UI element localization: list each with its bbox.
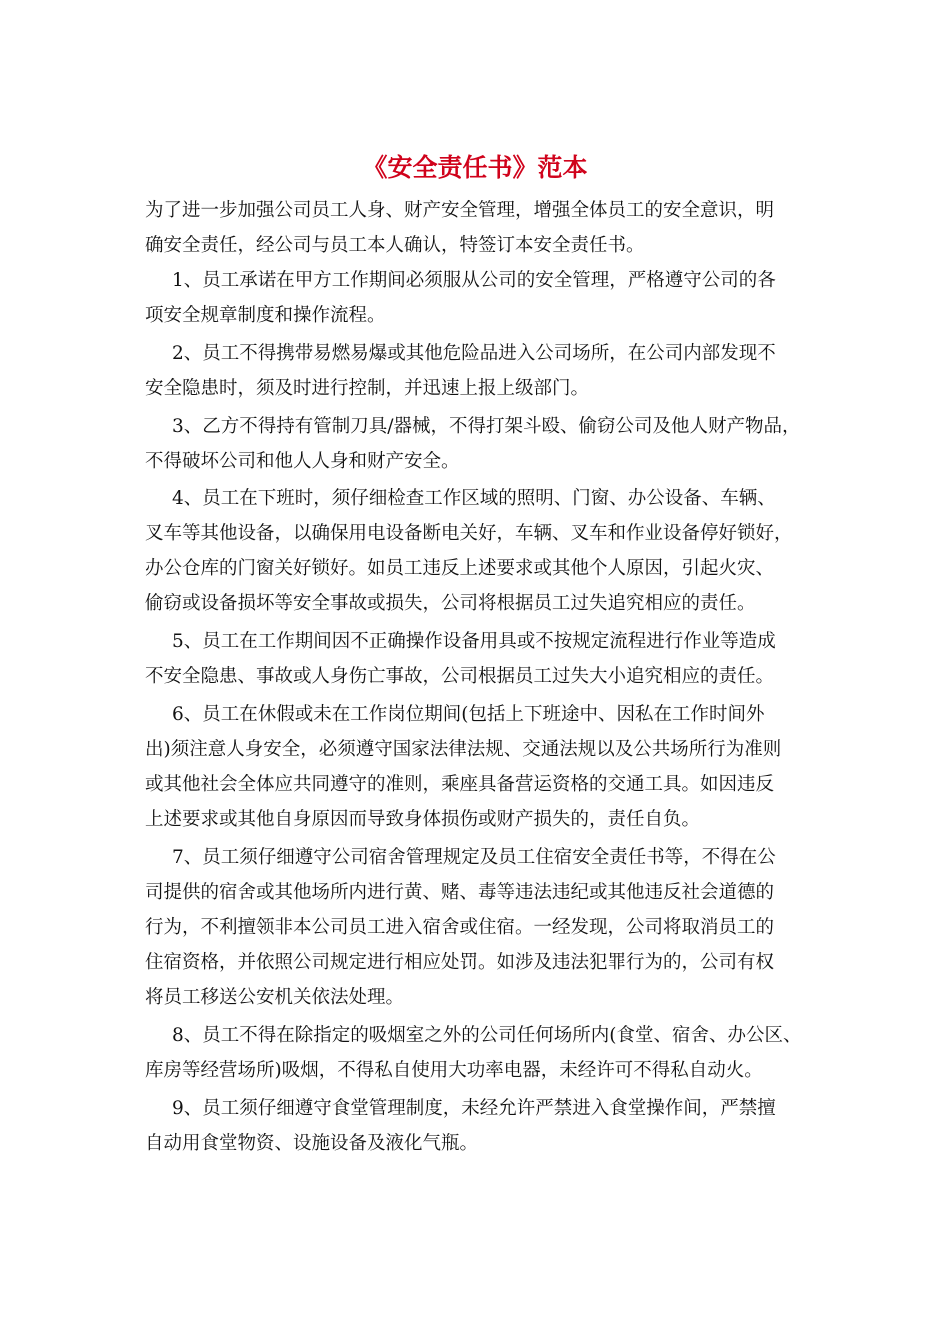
clause-4-line: 办公仓库的门窗关好锁好。如员工违反上述要求或其他个人原因，引起火灾、 [145, 558, 775, 579]
clause-1-line: 项安全规章制度和操作流程。 [145, 305, 386, 326]
clause-7-line: 住宿资格，并依照公司规定进行相应处罚。如涉及违法犯罪行为的，公司有权 [145, 952, 775, 973]
clause-1-line: 1、员工承诺在甲方工作期间必须服从公司的安全管理，严格遵守公司的各 [172, 270, 776, 291]
clause-4-line: 叉车等其他设备，以确保用电设备断电关好，车辆、叉车和作业设备停好锁好， [145, 523, 793, 544]
clause-7-line: 将员工移送公安机关依法处理。 [145, 987, 405, 1008]
clause-7-line: 司提供的宿舍或其他场所内进行黄、赌、毒等违法违纪或其他违反社会道德的 [145, 882, 775, 903]
clause-9-line: 9、员工须仔细遵守食堂管理制度，未经允许严禁进入食堂操作间，严禁擅 [172, 1098, 776, 1119]
clause-9-line: 自动用食堂物资、设施设备及液化气瓶。 [145, 1133, 479, 1154]
clause-4-line: 4、员工在下班时，须仔细检查工作区域的照明、门窗、办公设备、车辆、 [172, 488, 776, 509]
clause-3-line: 不得破坏公司和他人人身和财产安全。 [145, 451, 460, 472]
clause-4-line: 偷窃或设备损坏等安全事故或损失，公司将根据员工过失追究相应的责任。 [145, 593, 756, 614]
clause-6-line: 6、员工在休假或未在工作岗位期间(包括上下班途中、因私在工作时间外 [172, 704, 765, 725]
clause-3-line: 3、乙方不得持有管制刀具/器械，不得打架斗殴、偷窃公司及他人财产物品， [172, 416, 801, 437]
intro-line: 为了进一步加强公司员工人身、财产安全管理，增强全体员工的安全意识，明 [145, 200, 775, 221]
clause-6-line: 上述要求或其他自身原因而导致身体损伤或财产损失的，责任自负。 [145, 809, 701, 830]
clause-7-line: 7、员工须仔细遵守公司宿舍管理规定及员工住宿安全责任书等，不得在公 [172, 847, 776, 868]
clause-5-line: 不安全隐患、事故或人身伤亡事故，公司根据员工过失大小追究相应的责任。 [145, 666, 775, 687]
intro-line: 确安全责任，经公司与员工本人确认，特签订本安全责任书。 [145, 235, 645, 256]
clause-5-line: 5、员工在工作期间因不正确操作设备用具或不按规定流程进行作业等造成 [172, 631, 776, 652]
clause-6-line: 出)须注意人身安全，必须遵守国家法律法规、交通法规以及公共场所行为准则 [145, 739, 782, 760]
clause-2-line: 安全隐患时，须及时进行控制，并迅速上报上级部门。 [145, 378, 590, 399]
clause-8-line: 8、员工不得在除指定的吸烟室之外的公司任何场所内(食堂、宿舍、办公区、 [172, 1025, 802, 1046]
clause-7-line: 行为，不利擅领非本公司员工进入宿舍或住宿。一经发现，公司将取消员工的 [145, 917, 775, 938]
clause-8-line: 库房等经营场所)吸烟，不得私自使用大功率电器，未经许可不得私自动火。 [145, 1060, 763, 1081]
clause-2-line: 2、员工不得携带易燃易爆或其他危险品进入公司场所，在公司内部发现不 [172, 343, 776, 364]
document-title: 《安全责任书》范本 [362, 153, 588, 182]
clause-6-line: 或其他社会全体应共同遵守的准则，乘座具备营运资格的交通工具。如因违反 [145, 774, 775, 795]
